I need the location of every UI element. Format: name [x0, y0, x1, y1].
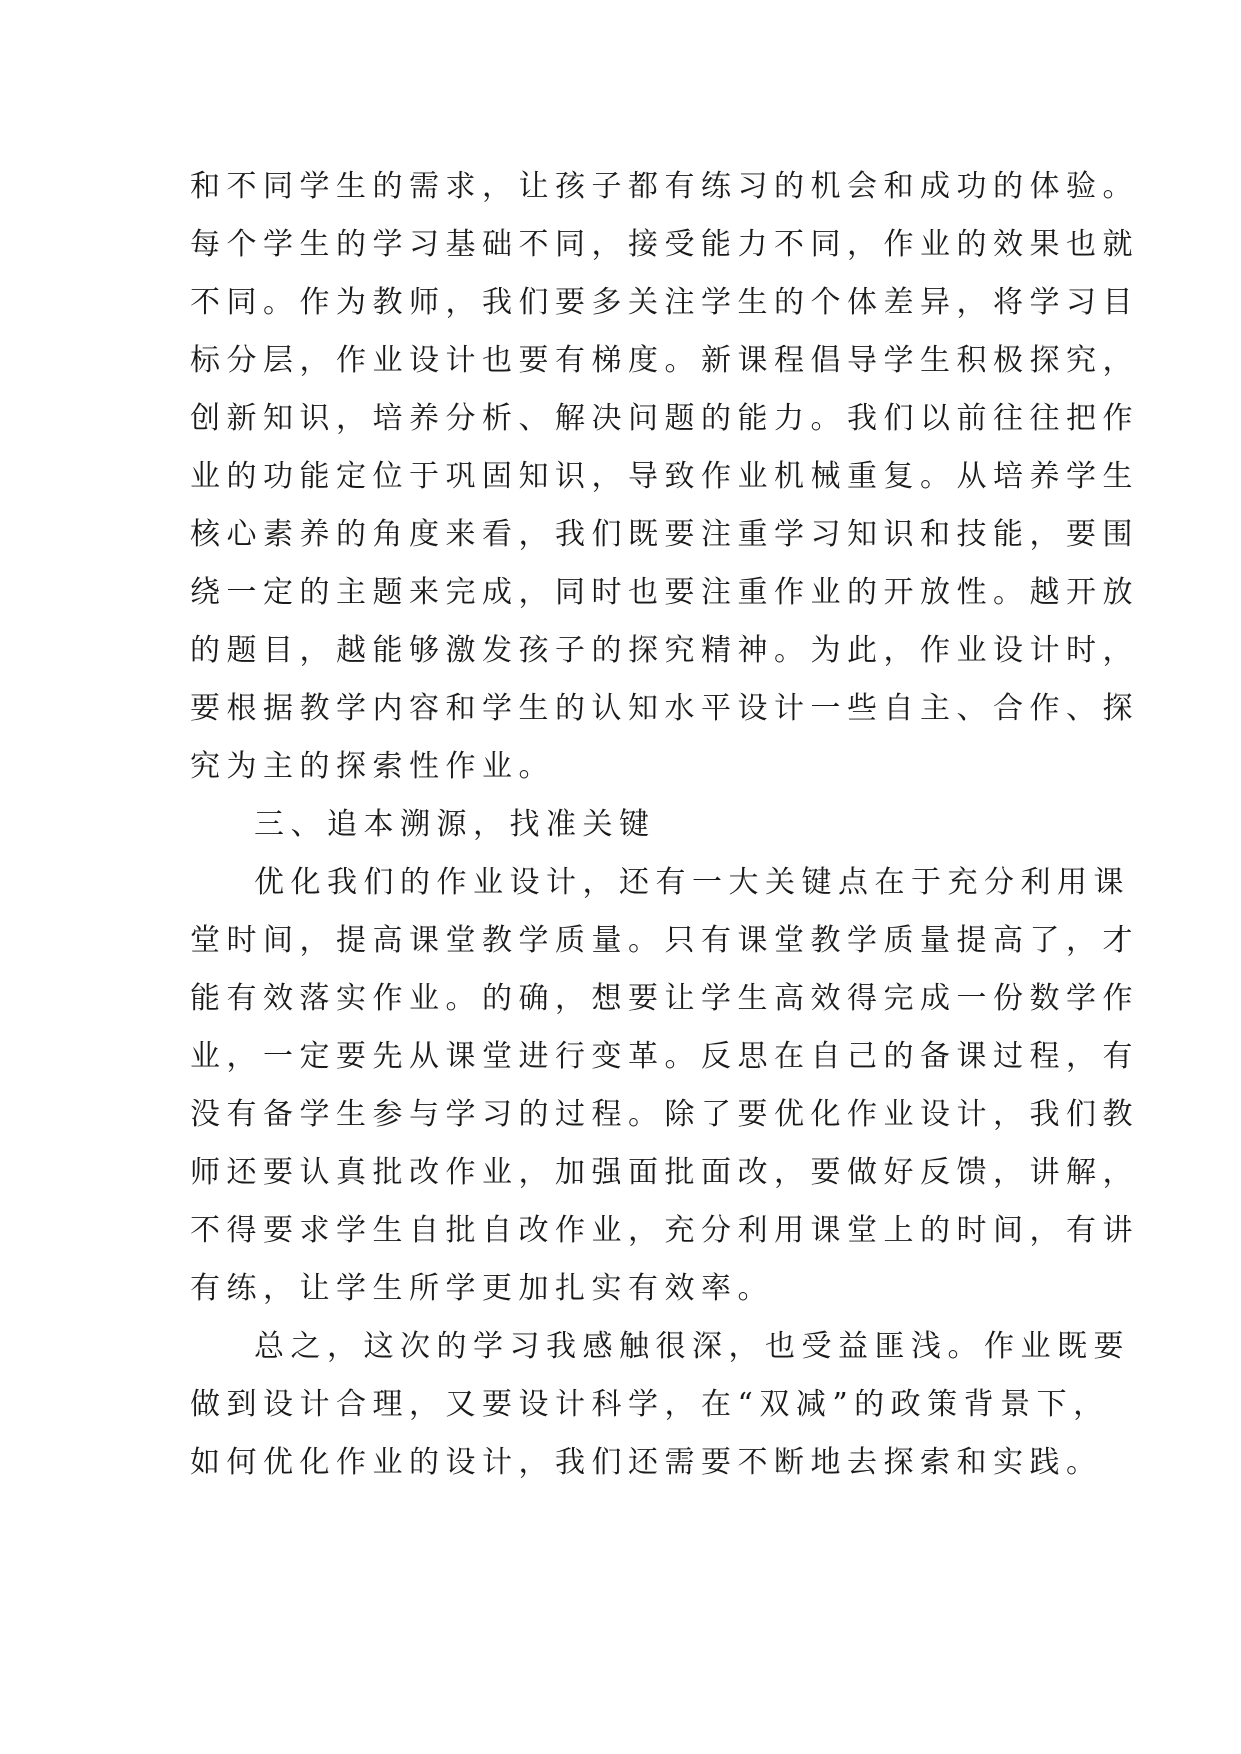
text-line: 师还要认真批改作业，加强面批面改，要做好反馈，讲解，: [190, 1155, 1139, 1190]
paragraph-start-line: 三、追本溯源，找准关键: [254, 807, 656, 842]
text-line: 绕一定的主题来完成，同时也要注重作业的开放性。越开放: [190, 575, 1139, 610]
text-line: 核心素养的角度来看，我们既要注重学习知识和技能，要围: [190, 517, 1139, 552]
text-line: 创新知识，培养分析、解决问题的能力。我们以前往往把作: [190, 401, 1139, 436]
text-line: 每个学生的学习基础不同，接受能力不同，作业的效果也就: [190, 227, 1139, 262]
text-line: 没有备学生参与学习的过程。除了要优化作业设计，我们教: [190, 1097, 1139, 1132]
text-line: 有练，让学生所学更加扎实有效率。: [190, 1271, 774, 1306]
text-line: 不同。作为教师，我们要多关注学生的个体差异，将学习目: [190, 285, 1139, 320]
text-line: 要根据教学内容和学生的认知水平设计一些自主、合作、探: [190, 691, 1139, 726]
text-line: 如何优化作业的设计，我们还需要不断地去探索和实践。: [190, 1445, 1103, 1480]
text-line: 做到设计合理，又要设计科学，在“双减”的政策背景下，: [190, 1387, 1110, 1422]
text-line: 的题目，越能够激发孩子的探究精神。为此，作业设计时，: [190, 633, 1139, 668]
text-line: 堂时间，提高课堂教学质量。只有课堂教学质量提高了，才: [190, 923, 1139, 958]
paragraph-start-line: 优化我们的作业设计，还有一大关键点在于充分利用课: [254, 865, 1130, 900]
paragraph-start-line: 总之，这次的学习我感触很深，也受益匪浅。作业既要: [254, 1329, 1130, 1364]
body-text: [190, 158, 1139, 1492]
text-line: 能有效落实作业。的确，想要让学生高效得完成一份数学作: [190, 981, 1139, 1016]
text-line: 标分层，作业设计也要有梯度。新课程倡导学生积极探究，: [190, 343, 1139, 378]
text-line: 究为主的探索性作业。: [190, 749, 555, 784]
text-line: 业，一定要先从课堂进行变革。反思在自己的备课过程，有: [190, 1039, 1139, 1074]
text-line: 和不同学生的需求，让孩子都有练习的机会和成功的体验。: [190, 169, 1139, 204]
text-line: 不得要求学生自批自改作业，充分利用课堂上的时间，有讲: [190, 1213, 1139, 1248]
text-line: 业的功能定位于巩固知识，导致作业机械重复。从培养学生: [190, 459, 1139, 494]
